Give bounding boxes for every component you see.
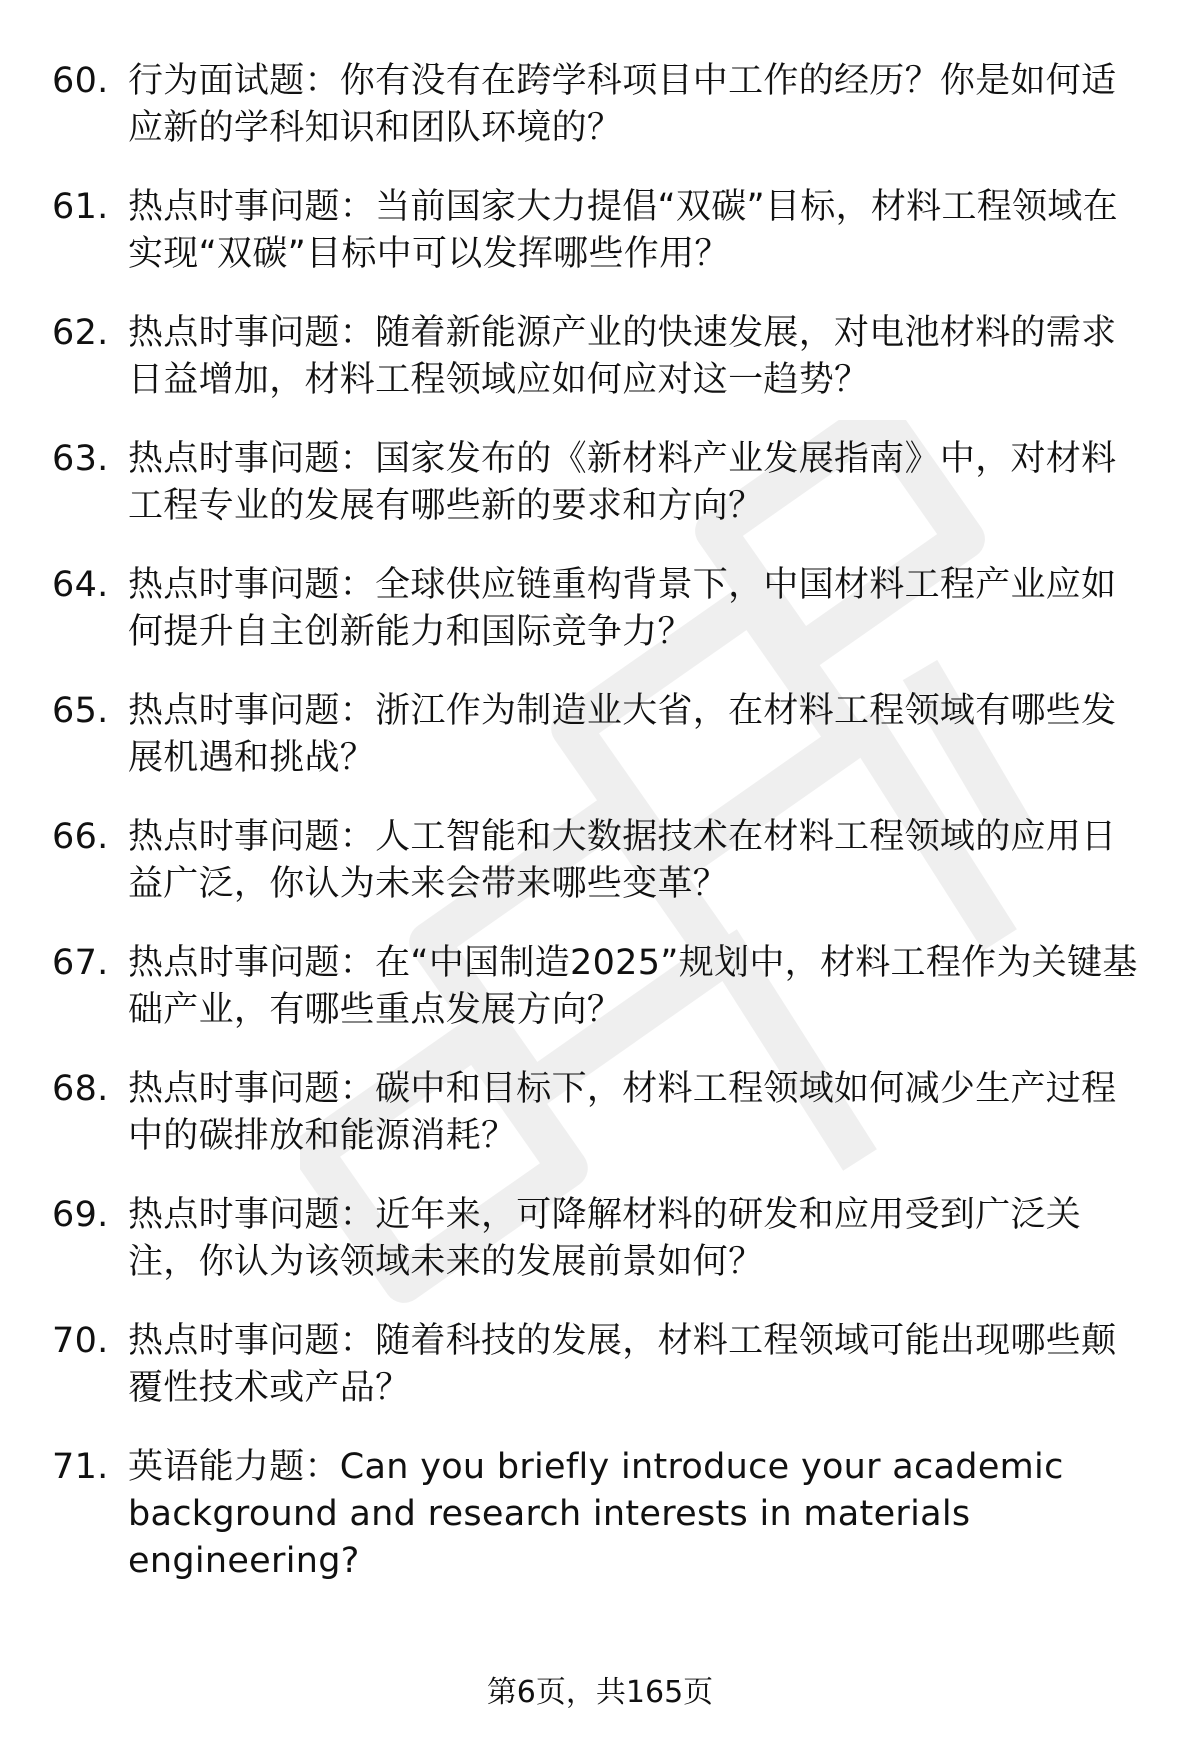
question-number: 63. (52, 439, 109, 479)
page-footer: 第6页，共165页 (486, 1675, 714, 1710)
question-item-69 (0, 1192, 1200, 1286)
question-text: 热点时事问题：随着新能源产业的快速发展，对电池材料的需求日益增加，材料工程领域应如何应对这一趋势？ (128, 313, 1117, 400)
question-text: 英语能力题：Can you briefly introduce your academic background and research interests in materials engineering? (128, 1447, 1064, 1581)
question-item-66 (0, 814, 1200, 908)
question-item-67 (0, 940, 1200, 1034)
question-item-68 (0, 1066, 1200, 1160)
question-text: 热点时事问题：浙江作为制造业大省，在材料工程领域有哪些发展机遇和挑战？ (128, 691, 1117, 778)
question-text: 热点时事问题：近年来，可降解材料的研发和应用受到广泛关注，你认为该领域未来的发展前景如何？ (128, 1195, 1082, 1282)
question-text: 行为面试题：你有没有在跨学科项目中工作的经历？你是如何适应新的学科知识和团队环境的？ (128, 61, 1117, 148)
question-number: 60. (52, 61, 109, 101)
question-item-61 (0, 184, 1200, 278)
question-item-70 (0, 1318, 1200, 1412)
question-number: 70. (52, 1321, 109, 1361)
question-text: 热点时事问题：当前国家大力提倡“双碳”目标，材料工程领域在实现“双碳”目标中可以发挥哪些作用？ (128, 187, 1118, 274)
question-number: 68. (52, 1069, 109, 1109)
question-item-64 (0, 562, 1200, 656)
question-text: 热点时事问题：在“中国制造2025”规划中，材料工程作为关键基础产业，有哪些重点发展方向？ (128, 943, 1138, 1030)
question-number: 61. (52, 187, 109, 227)
question-number: 69. (52, 1195, 109, 1235)
question-number: 66. (52, 817, 109, 857)
question-item-71 (0, 1444, 1200, 1585)
question-number: 67. (52, 943, 109, 983)
question-item-60 (0, 58, 1200, 152)
question-number: 64. (52, 565, 109, 605)
question-text: 热点时事问题：国家发布的《新材料产业发展指南》中，对材料工程专业的发展有哪些新的要求和方向？ (128, 439, 1117, 526)
question-number: 62. (52, 313, 109, 353)
question-item-65 (0, 688, 1200, 782)
question-text: 热点时事问题：全球供应链重构背景下，中国材料工程产业应如何提升自主创新能力和国际竞争力？ (128, 565, 1117, 652)
question-text: 热点时事问题：碳中和目标下，材料工程领域如何减少生产过程中的碳排放和能源消耗？ (128, 1069, 1117, 1156)
question-item-63 (0, 436, 1200, 530)
question-text: 热点时事问题：人工智能和大数据技术在材料工程领域的应用日益广泛，你认为未来会带来哪些变革？ (128, 817, 1117, 904)
question-text: 热点时事问题：随着科技的发展，材料工程领域可能出现哪些颠覆性技术或产品？ (128, 1321, 1117, 1408)
question-item-62 (0, 310, 1200, 404)
question-number: 71. (52, 1447, 109, 1487)
question-list (0, 58, 1200, 1617)
question-number: 65. (52, 691, 109, 731)
